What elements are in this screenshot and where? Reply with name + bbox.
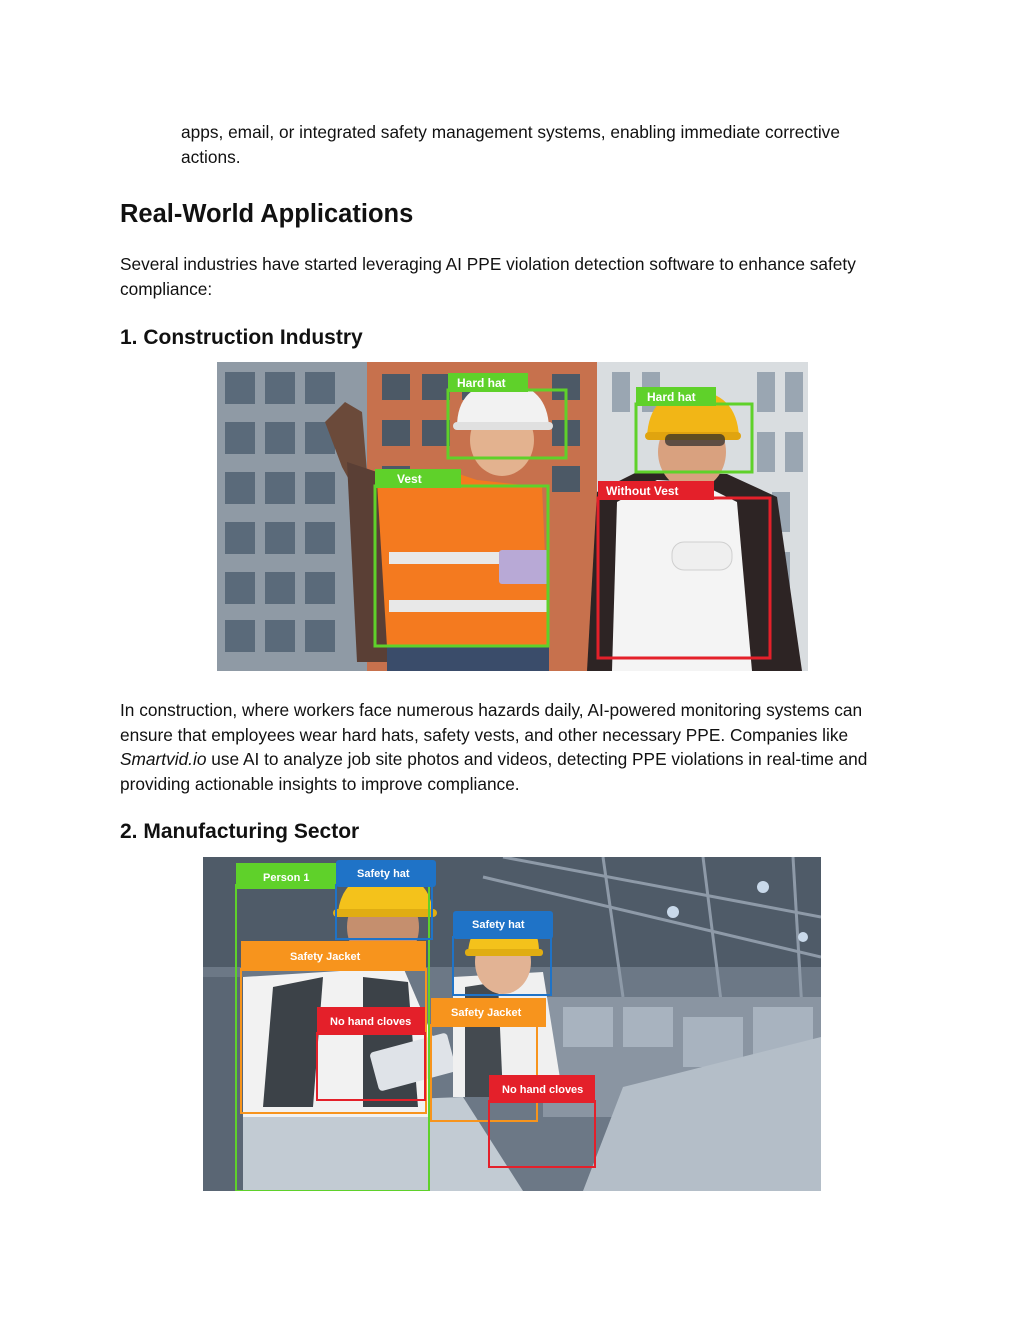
label-hard-hat-1: Hard hat bbox=[457, 376, 506, 390]
construction-paragraph-after: use AI to analyze job site photos and videos, detecting PPE violations in real-time and providing actionable insights to improve compliance. bbox=[120, 749, 868, 794]
construction-paragraph bbox=[120, 698, 910, 796]
construction-ppe-detection-image bbox=[217, 362, 808, 671]
manufacturing-heading: 2. Manufacturing Sector bbox=[120, 820, 360, 843]
construction-heading: 1. Construction Industry bbox=[120, 326, 363, 349]
label-safety-hat-2: Safety hat bbox=[472, 919, 525, 931]
section-title: Real-World Applications bbox=[120, 200, 414, 228]
intro-paragraph: Several industries have started leveraging AI PPE violation detection software to enhance safety compliance: bbox=[120, 254, 856, 299]
label-no-hand-cloves-2: No hand cloves bbox=[502, 1084, 584, 1096]
label-safety-jacket-2: Safety Jacket bbox=[451, 1007, 522, 1019]
construction-paragraph-before: In construction, where workers face numerous hazards daily, AI-powered monitoring systems can ensure that employees wear hard hats, safety vests, and other necessary PPE. Companies like bbox=[120, 700, 863, 745]
label-vest: Vest bbox=[397, 472, 422, 486]
label-without-vest: Without Vest bbox=[606, 484, 679, 498]
company-name: Smartvid.io bbox=[120, 749, 207, 769]
manufacturing-ppe-detection-image bbox=[203, 857, 821, 1191]
label-hard-hat-2: Hard hat bbox=[647, 390, 696, 404]
label-no-hand-cloves-1: No hand cloves bbox=[330, 1016, 412, 1028]
bullet-continuation-text: apps, email, or integrated safety management systems, enabling immediate corrective actions. bbox=[181, 122, 840, 167]
label-safety-jacket-1: Safety Jacket bbox=[290, 951, 361, 963]
label-safety-hat-1: Safety hat bbox=[357, 868, 410, 880]
label-person-1: Person 1 bbox=[263, 872, 310, 884]
